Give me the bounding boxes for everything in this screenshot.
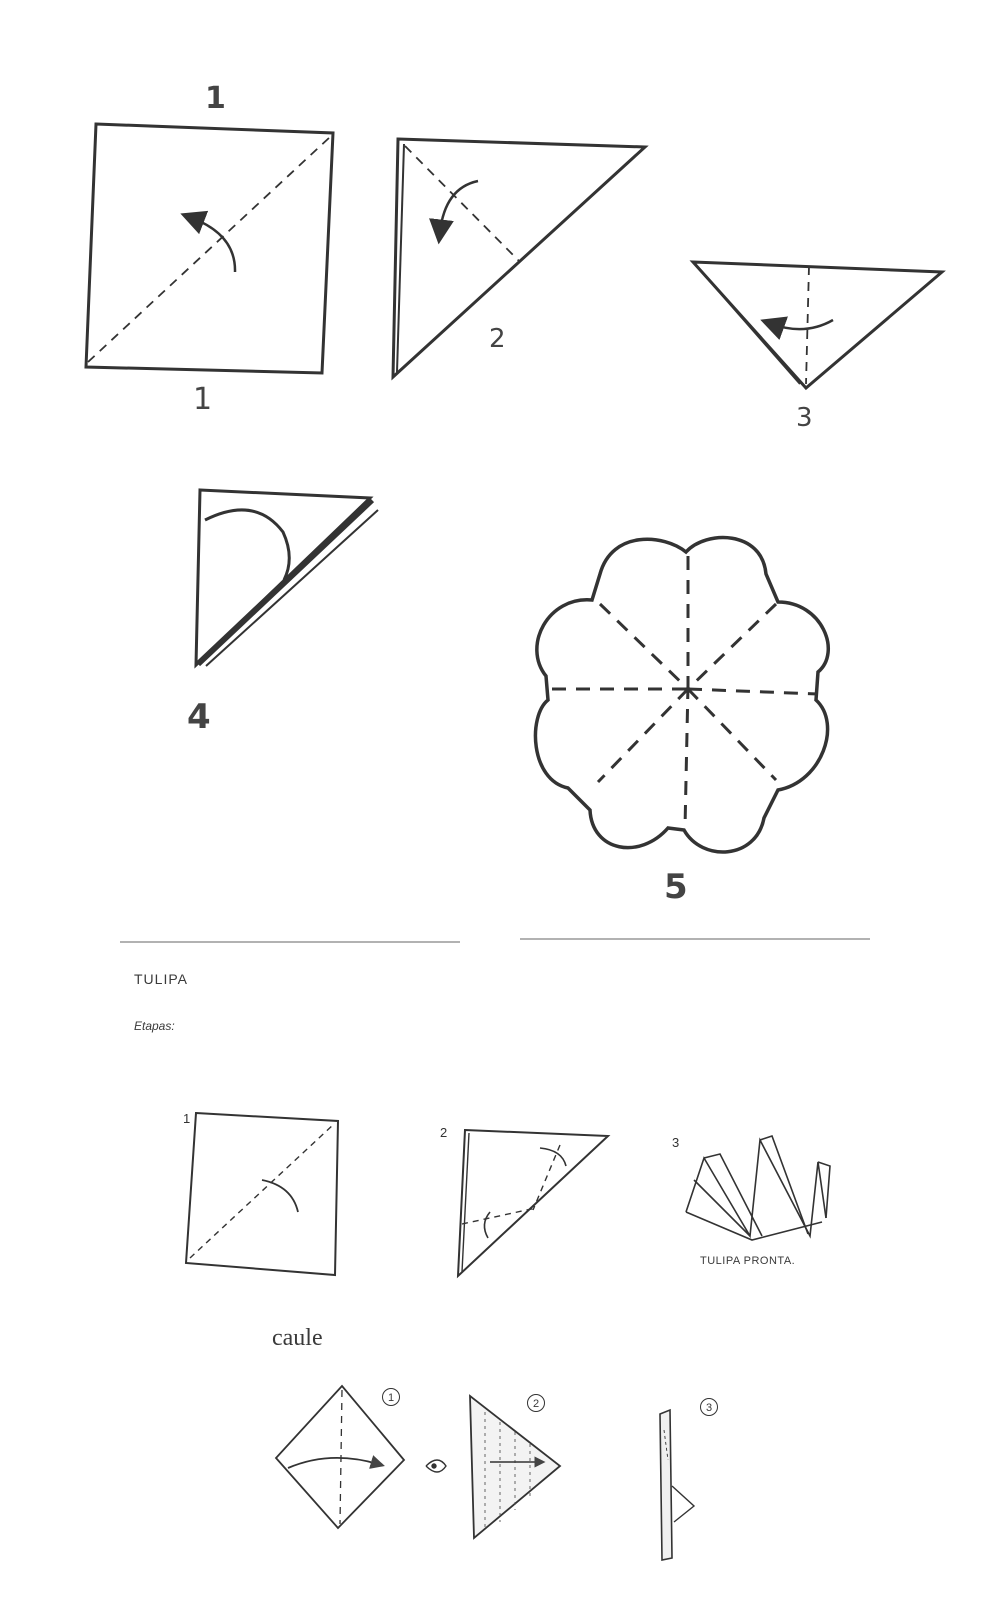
tulip-step-2-label: 2 bbox=[440, 1125, 448, 1140]
flip-over-symbol bbox=[426, 1460, 446, 1472]
tulip-title: TULIPA bbox=[134, 971, 188, 987]
step-2-label: 2 bbox=[489, 324, 506, 354]
stem-step-1-square bbox=[276, 1386, 404, 1528]
step-4-label: 4 bbox=[187, 697, 211, 737]
tulip-finished bbox=[686, 1136, 830, 1240]
stem-step-1-label: 1 bbox=[382, 1388, 400, 1406]
step-3-label: 3 bbox=[796, 403, 813, 433]
stem-step-3-finished bbox=[660, 1410, 694, 1560]
fold-step-1-square bbox=[86, 124, 333, 373]
stem-title: caule bbox=[272, 1325, 323, 1351]
step-1-top-label: 1 bbox=[205, 81, 226, 116]
stem-step-3-label: 3 bbox=[700, 1398, 718, 1416]
step-1-bottom-label: 1 bbox=[193, 382, 213, 417]
tulip-step-3-label: 3 bbox=[672, 1135, 680, 1150]
stem-step-2-triangle bbox=[470, 1396, 560, 1538]
tulip-step-1-label: 1 bbox=[183, 1111, 191, 1126]
stem-step-2-label: 2 bbox=[527, 1394, 545, 1412]
tulip-subtitle: Etapas: bbox=[134, 1019, 175, 1033]
tulip-step-1-square bbox=[186, 1113, 338, 1275]
fold-step-4-cut bbox=[196, 490, 378, 666]
fold-step-3-triangle bbox=[693, 262, 942, 388]
page-separator bbox=[120, 939, 870, 942]
step-5-label: 5 bbox=[664, 867, 688, 907]
fold-step-2-triangle bbox=[393, 139, 645, 377]
tulip-caption: TULIPA PRONTA. bbox=[700, 1255, 796, 1267]
fold-step-5-flower bbox=[535, 538, 828, 852]
tulip-step-2-triangle bbox=[458, 1130, 608, 1276]
